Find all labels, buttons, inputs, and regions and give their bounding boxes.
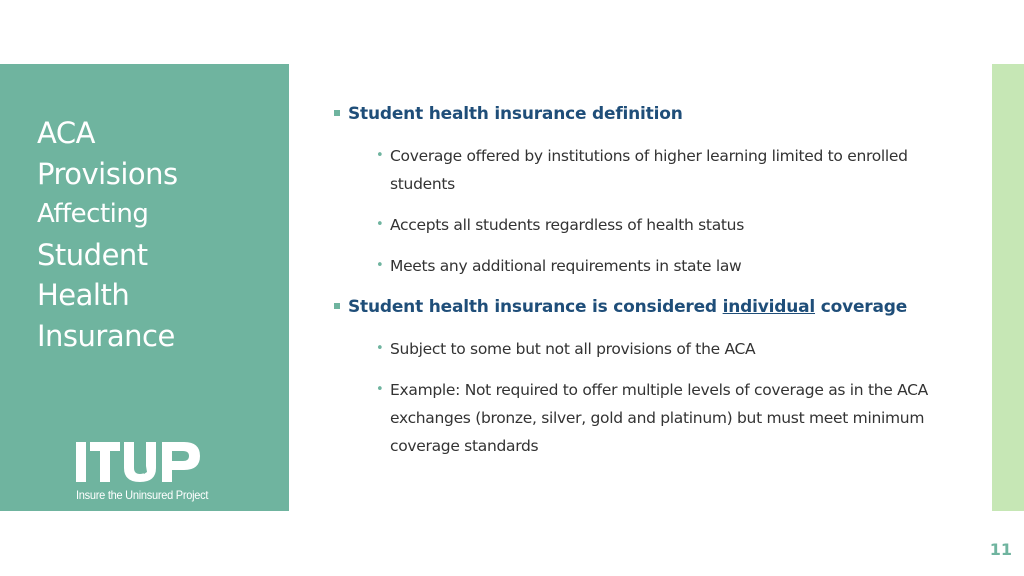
dot-bullet-icon: • — [376, 341, 384, 356]
title-line: Health — [37, 278, 130, 312]
bullet-text: Coverage offered by institutions of higher learning limited to enrolled students — [390, 147, 908, 193]
content-area — [334, 100, 934, 460]
bullet-level1 — [334, 100, 934, 128]
dot-bullet-icon: • — [376, 382, 384, 397]
page-number: 11 — [989, 540, 1012, 559]
bullet-level2 — [334, 376, 934, 460]
bullet-level2 — [334, 211, 934, 239]
bullet-text-underlined: individual — [722, 297, 816, 317]
title-line: Provisions — [37, 156, 178, 191]
itup-logo — [74, 436, 224, 506]
bullet-text: Subject to some but not all provisions of the ACA — [390, 340, 756, 358]
bullet-level2 — [334, 252, 934, 280]
title-line: Affecting — [37, 199, 149, 229]
dot-bullet-icon: • — [376, 217, 384, 232]
bullet-level2 — [334, 335, 934, 363]
title-line: ACA — [37, 116, 95, 150]
bullet-text: Example: Not required to offer multiple levels of coverage as in the ACA exchanges (bronze, silver, gold and platinum) but must meet minimum coverage standards — [390, 381, 928, 455]
accent-bar — [992, 64, 1024, 511]
bullet-text: Student health insurance definition — [348, 104, 683, 124]
bullet-level1 — [334, 293, 934, 321]
title-line: Insurance — [37, 318, 175, 353]
bullet-text-after: coverage — [815, 297, 908, 317]
itup-wordmark-logo — [74, 436, 224, 486]
square-bullet-icon — [334, 110, 340, 116]
bullet-text-before: Student health insurance is considered — [348, 297, 723, 317]
logo-tagline: Insure the Uninsured Project — [76, 488, 209, 502]
bullet-text: Accepts all students regardless of health status — [390, 216, 744, 234]
bullet-level2 — [334, 142, 934, 198]
title-line: Student — [37, 237, 148, 272]
slide-title — [37, 113, 277, 356]
dot-bullet-icon: • — [376, 258, 384, 273]
dot-bullet-icon: • — [376, 148, 384, 163]
square-bullet-icon — [334, 303, 340, 309]
bullet-text: Meets any additional requirements in state law — [390, 257, 742, 275]
